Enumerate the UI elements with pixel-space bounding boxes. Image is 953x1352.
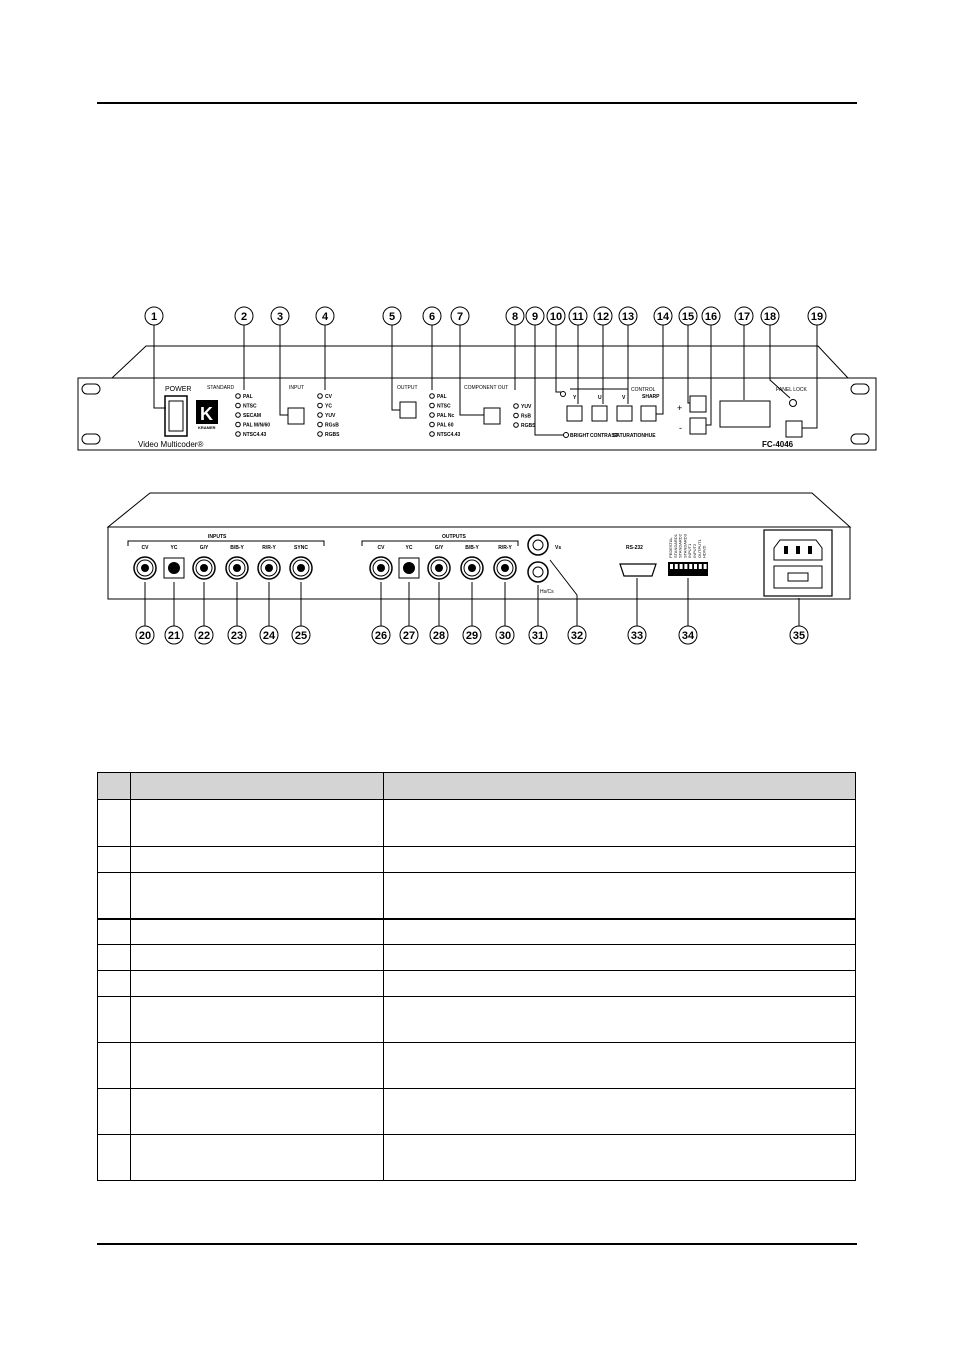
dip-label: INPUT2: [692, 543, 697, 558]
power-label: POWER: [165, 386, 192, 393]
led-label: NTSC: [437, 403, 451, 410]
model-label: FC-4046: [762, 440, 794, 449]
saturation-button[interactable]: [592, 406, 607, 421]
callout-number: 26: [374, 630, 388, 642]
connector-label: SYNC: [294, 545, 308, 551]
led-indicator: [236, 432, 241, 437]
callout-number: 14: [656, 311, 670, 323]
callout-number: 23: [230, 630, 244, 642]
callout-number: 34: [681, 630, 695, 642]
led-label: NTSC4.43: [243, 432, 267, 438]
led-label: PAL: [437, 394, 447, 400]
table-row: [98, 1089, 856, 1135]
callout-number: 15: [681, 311, 695, 323]
table-row: [98, 1135, 856, 1181]
callout-number: 1: [150, 311, 158, 323]
table-row: [98, 945, 856, 971]
led-indicator: [430, 432, 435, 437]
dip-label: OUTPUT1: [696, 539, 702, 558]
table-row: [98, 800, 856, 847]
standard-label: STANDARD: [207, 385, 235, 391]
connector-label: R/R-Y: [498, 545, 512, 551]
led-indicator: [318, 432, 323, 437]
table-row: [98, 971, 856, 997]
dip-label: STANDARD3: [682, 534, 688, 558]
led-indicator: [318, 413, 323, 418]
led-label: CV: [325, 394, 332, 400]
callout-number: 28: [432, 630, 446, 642]
callout-number: 18: [763, 311, 777, 323]
input-button[interactable]: [288, 408, 304, 424]
vs-label: Vs: [555, 545, 562, 551]
led-label: YUV: [325, 413, 336, 419]
svg-text:K: K: [200, 404, 213, 424]
callout-number: 32: [570, 630, 584, 642]
dip-switch[interactable]: [668, 562, 708, 576]
callout-number: 20: [138, 630, 152, 642]
dip-label: PEDESTAL: [668, 537, 673, 558]
product-name: Video Multicoder®: [138, 440, 204, 449]
led-indicator: [318, 422, 323, 427]
connector-label: YC: [405, 545, 413, 551]
outputs-label: OUTPUTS: [442, 534, 466, 540]
led-indicator: [514, 423, 519, 428]
callout-number: 9: [531, 311, 539, 323]
plus-label: +: [677, 403, 683, 413]
bottom-rule: [97, 1243, 857, 1245]
fuse-holder[interactable]: [774, 566, 822, 588]
hscs-label: Hs/Cs: [540, 589, 554, 595]
dip-label: STANDARD1: [672, 534, 678, 558]
connector-label: R/R-Y: [262, 545, 276, 551]
connector-label: G/Y: [199, 545, 209, 551]
led-label: YUV: [521, 404, 532, 410]
table-header-feature: [131, 773, 384, 800]
callout-number: 24: [262, 630, 276, 642]
callout-number: 25: [294, 630, 308, 642]
table-row: [98, 847, 856, 873]
led-label: RGBS: [325, 432, 340, 438]
led-indicator: [430, 413, 435, 418]
callout-number: 4: [321, 311, 329, 323]
u-label: U: [598, 395, 602, 401]
v-label: V: [622, 395, 626, 401]
callout-number: 12: [596, 311, 610, 323]
led-label: NTSC: [243, 403, 257, 410]
callout-number: 2: [240, 311, 248, 323]
led-label: SECAM: [243, 413, 262, 419]
table-header-num: [98, 773, 131, 800]
led-label: PAL: [243, 394, 253, 400]
connector-label: YC: [170, 545, 178, 551]
output-label: OUTPUT: [397, 385, 418, 391]
connector-label: B/B-Y: [465, 545, 479, 551]
callout-number: 29: [465, 630, 479, 642]
led-indicator: [514, 413, 519, 418]
callout-number: 10: [549, 311, 563, 323]
led-label: RGBS: [521, 423, 536, 429]
led-label: PAL Nc: [437, 413, 455, 419]
callout-number: 30: [498, 630, 512, 642]
led-label: YC: [325, 403, 332, 410]
contrast-button[interactable]: [567, 406, 582, 421]
rs232-port[interactable]: [620, 564, 656, 576]
led-indicator: [430, 394, 435, 399]
callout-number: 21: [167, 630, 181, 642]
sharp-button[interactable]: [641, 406, 656, 421]
connector-label: G/Y: [434, 545, 444, 551]
vs-connector[interactable]: [528, 535, 548, 555]
component-out-label: COMPONENT OUT: [464, 385, 509, 391]
callout-number: 7: [456, 311, 464, 323]
table-row: [98, 873, 856, 919]
hscs-connector[interactable]: [528, 562, 548, 582]
led-indicator: [318, 394, 323, 399]
led-indicator: [514, 404, 519, 409]
plus-button[interactable]: [690, 396, 706, 412]
saturation-label: SATURATION: [613, 433, 646, 439]
table-row: [98, 997, 856, 1043]
minus-button[interactable]: [690, 418, 706, 434]
connector-label: CV: [377, 545, 385, 551]
callout-number: 35: [792, 630, 806, 642]
callout-number: 22: [197, 630, 211, 642]
component-out-button[interactable]: [484, 408, 500, 424]
inputs-label: INPUTS: [208, 534, 227, 540]
hue-button[interactable]: [617, 406, 632, 421]
connector-label: B/B-Y: [230, 545, 244, 551]
callout-number: 3: [276, 311, 284, 323]
led-indicator: [236, 394, 241, 399]
rs232-label: RS-232: [626, 545, 643, 551]
callout-number: 16: [704, 311, 718, 323]
bright-led: [564, 433, 569, 438]
logo-brand-text: KRAMER: [198, 425, 216, 430]
led-indicator: [236, 413, 241, 418]
sharp-label: SHARP: [642, 394, 660, 400]
control-led: [561, 392, 566, 397]
callout-number: 6: [428, 311, 436, 323]
contrast-label: CONTRAST: [590, 433, 618, 439]
led-indicator: [236, 403, 241, 408]
led-indicator: [318, 403, 323, 408]
panel-lock-label: PANEL LOCK: [776, 387, 807, 393]
callout-number: 17: [737, 311, 751, 323]
connector-label: CV: [141, 545, 149, 551]
hue-label: HUE: [645, 433, 656, 439]
display-window: [720, 401, 770, 427]
front-panel: [78, 307, 876, 450]
led-label: RsB: [521, 413, 532, 420]
led-label: RGsB: [325, 422, 339, 429]
panel-lock-button[interactable]: [786, 421, 802, 437]
callout-number: 5: [388, 311, 396, 323]
y-label: Y: [573, 395, 577, 401]
bright-label: BRIGHT: [570, 433, 590, 439]
callout-number: 11: [572, 311, 584, 323]
control-label: CONTROL: [631, 387, 656, 393]
table-row: [98, 919, 856, 945]
table-header-function: [384, 773, 856, 800]
rear-panel: [108, 493, 850, 644]
panel-lock-led: [790, 400, 797, 407]
led-indicator: [236, 422, 241, 427]
led-label: PAL 60: [437, 422, 454, 429]
feature-table: [97, 772, 856, 1181]
input-label: INPUT: [289, 385, 304, 391]
dip-label: STANDARD2: [677, 534, 683, 558]
dip-label: INPUT1: [687, 543, 693, 558]
led-label: PAL M/N/60: [243, 422, 271, 429]
callout-number: 8: [511, 311, 519, 323]
dip-label: HD/VD: [701, 545, 707, 558]
led-indicator: [430, 403, 435, 408]
callout-number: 33: [630, 630, 644, 642]
callout-number: 13: [621, 311, 635, 323]
table-row: [98, 1043, 856, 1089]
minus-label: -: [679, 423, 682, 433]
led-indicator: [430, 422, 435, 427]
callout-number: 27: [402, 630, 416, 642]
output-button[interactable]: [400, 402, 416, 418]
led-label: NTSC4.43: [437, 432, 461, 438]
callout-number: 19: [810, 311, 824, 323]
callout-number: 31: [531, 630, 545, 642]
